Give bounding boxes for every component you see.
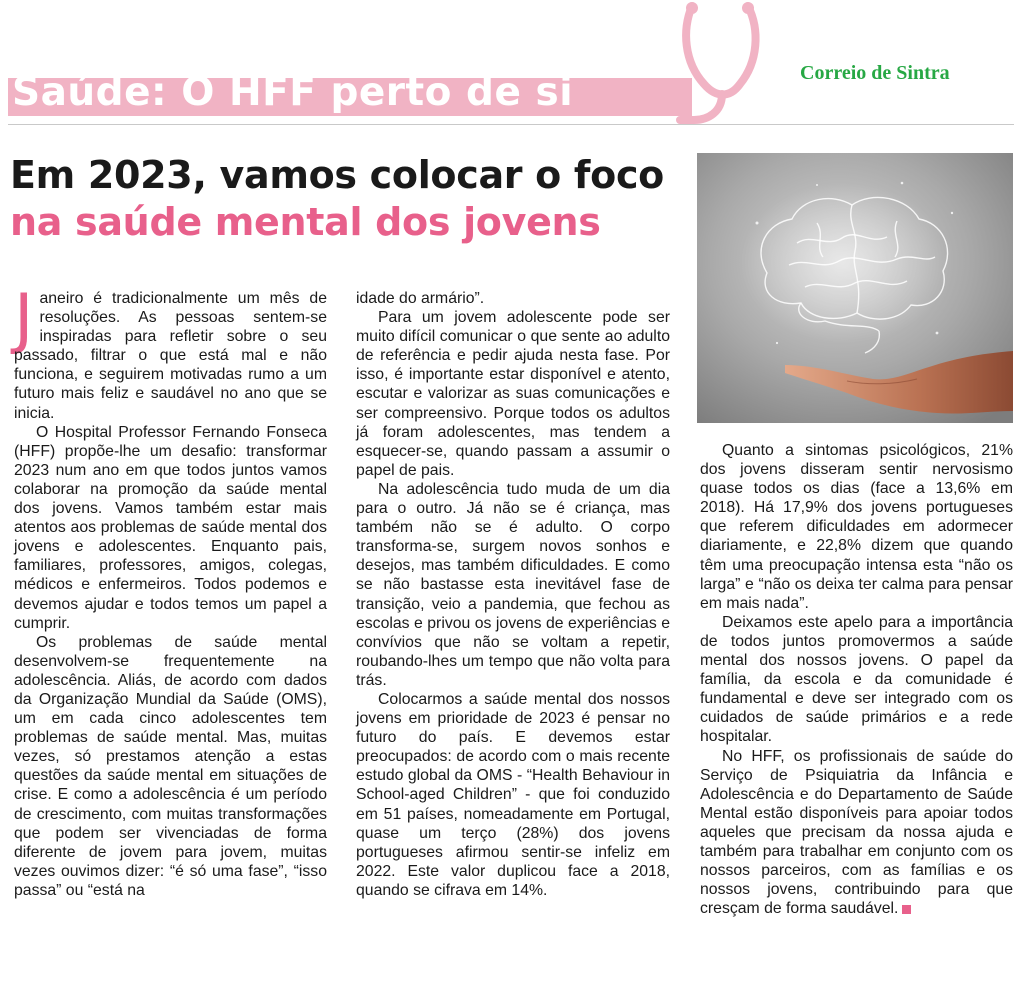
stethoscope-icon <box>660 0 780 130</box>
brain-hand-photo <box>697 153 1013 423</box>
drop-cap: J <box>14 280 34 357</box>
headline-line-1: Em 2023, vamos colocar o foco <box>10 153 664 197</box>
publication-name: Correio de Sintra <box>800 62 950 84</box>
article-column-2 <box>356 289 670 900</box>
paragraph-text: aneiro é tradicionalmente um mês de resoluções. As pessoas sentem-se inspiradas para refletir sobre o seu passado, filtrar o que está mal e não funciona, e seguirem motivadas rumo a um futuro mais feliz e saudável no ano que se inicia. <box>14 290 327 422</box>
section-title: Saúde: O HFF perto de si <box>12 70 574 115</box>
article-column-1 <box>14 280 327 900</box>
article-paragraph <box>700 747 1013 919</box>
article-paragraph: Na adolescência tudo muda de um dia para o outro. Já não se é criança, mas também não se é adulto. O corpo transforma-se, surgem novos sonhos e desejos, mas também dificuldades. E como se não bastasse esta inevitável fase de transição, veio a pandemia, que fechou as escolas e privou os jovens de experiências e convívios que não se voltam a repetir, roubando-lhes um tempo que não volta para trás. <box>356 480 670 689</box>
article-paragraph: idade do armário”. <box>356 290 485 307</box>
article-column-3 <box>700 441 1013 918</box>
article-paragraph: Deixamos este apelo para a importância de todos juntos promovermos a saúde mental dos nossos jovens. O papel da família, da escola e da comunidade é fundamental e deve ser integrado com os cuidados de saúde primários e a rede hospitalar. <box>700 613 1013 746</box>
paragraph-text: No HFF, os profissionais de saúde do Serviço de Psiquiatria da Infância e Adolescência e do Departamento de Saúde Mental estão disponíveis para apoiar todos aqueles que precisam da nossa ajuda e também para trabalhar em conjunto com os nossos parceiros, com as famílias e os nossos jovens, contribuindo para que cresçam de forma saudável. <box>700 747 1013 918</box>
header-divider <box>8 124 1014 125</box>
end-mark-icon <box>902 905 911 914</box>
article-paragraph <box>14 280 327 423</box>
article-headline <box>10 152 664 246</box>
article-paragraph: O Hospital Professor Fernando Fonseca (HFF) propõe-lhe um desafio: transformar 2023 num ano em que todos juntos vamos colaborar na promoção da saúde mental dos jovens. Vamos também estar mais atentos aos problemas de saúde mental dos jovens e adolescentes. Enquanto pais, familiares, professores, amigos, colegas, médicos e enfermeiros. Todos podemos e devemos ajudar e todos temos um papel a cumprir. <box>14 423 327 632</box>
article-paragraph: Colocarmos a saúde mental dos nossos jovens em prioridade de 2023 é pensar no futuro do país. E devemos estar preocupados: de acordo com o mais recente estudo global da OMS - “Health Behaviour in School-aged Children” - que foi conduzido em 51 países, nomeadamente em Portugal, quase um terço (28%) dos jovens portugueses afirmou sentir-se infeliz em 2022. Este valor duplicou face a 2018, quando se cifrava em 14%. <box>356 690 670 899</box>
article-paragraph: Para um jovem adolescente pode ser muito difícil comunicar o que sente ao adulto de referência e pedir ajuda nesta fase. Por isso, é importante estar disponível e atento, escutar e valorizar as suas comunicações e ser compreensivo. Porque todos os adultos já foram adolescentes, mas tendem a esquecer-se, quando passam a assumir o papel de pais. <box>356 309 670 479</box>
article-paragraph: Os problemas de saúde mental desenvolvem-se frequentemente na adolescência. Aliás, de acordo com dados da Organização Mundial da Saúde (OMS), um em cada cinco adolescentes tem problemas de saúde mental. Mas, muitas vezes, só prestamos atenção a estas questões da saúde mental em situações de crise. E como a adolescência é um período de crescimento, com muitas transformações que podem ser vivenciadas de forma diferente de jovem para jovem, muitas vezes ouvimos dizer: “é só uma fase”, “isso passa” ou “está na <box>14 633 327 899</box>
headline-line-2: na saúde mental dos jovens <box>10 200 601 244</box>
article-paragraph: Quanto a sintomas psicológicos, 21% dos jovens disseram sentir nervosismo quase todos os dias (face a 13,6% em 2018). Há 17,9% dos jovens portugueses que referem dificuldades em adormecer diariamente, e 22,8% dizem que quando têm uma preocupação intensa esta “não os larga” e “não os deixa ter calma para pensar em mais nada”. <box>700 442 1013 612</box>
